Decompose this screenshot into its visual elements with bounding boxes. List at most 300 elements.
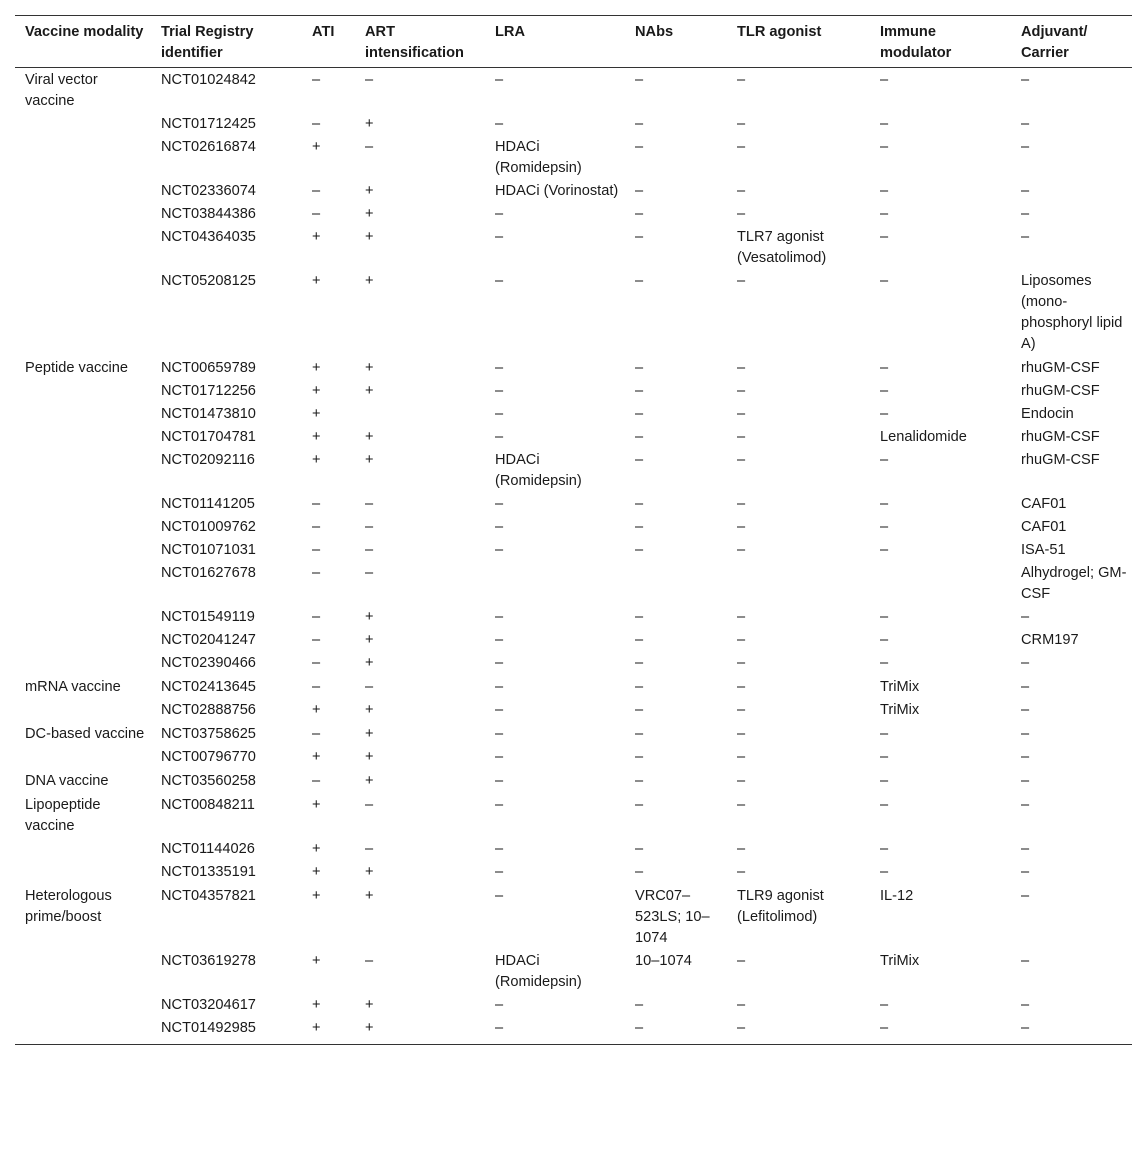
immune-modulator-cell: –: [880, 496, 889, 512]
trial-id-cell: NCT01712256: [161, 383, 256, 399]
immune-modulator-cell: [870, 562, 1011, 606]
lra-cell: –: [485, 1017, 625, 1045]
tlr-cell: –: [737, 679, 746, 695]
modality-cell: Heterologous prime/boost: [25, 888, 112, 925]
tlr-cell: –: [737, 273, 746, 289]
lra-cell: HDACi (Romidepsin): [495, 953, 582, 990]
trial-id-cell: NCT02413645: [161, 679, 256, 695]
trial-id-cell: NCT01492985: [151, 1017, 302, 1045]
table-row: [15, 994, 1132, 1017]
ati-cell: –: [312, 519, 321, 535]
adjuvant-cell: –: [1021, 72, 1030, 88]
tlr-cell: –: [737, 632, 746, 648]
nabs-cell: –: [635, 139, 644, 155]
nabs-cell: 10–1074: [635, 953, 692, 969]
ati-cell: +: [312, 841, 321, 857]
table-row: [15, 652, 1132, 675]
adjuvant-cell: –: [1021, 749, 1030, 765]
immune-modulator-cell: –: [870, 1017, 1011, 1045]
table-row: [15, 746, 1132, 769]
lra-cell: –: [495, 841, 504, 857]
trial-id-cell: NCT03758625: [161, 726, 256, 742]
trial-id-cell: NCT01704781: [161, 429, 256, 445]
table-header: [15, 16, 1132, 68]
ati-cell: +: [312, 888, 321, 904]
art-cell: –: [365, 542, 374, 558]
table-row: [15, 884, 1132, 950]
adjuvant-cell: Endocin: [1021, 406, 1074, 422]
trial-id-cell: NCT00796770: [161, 749, 256, 765]
ati-cell: –: [312, 206, 321, 222]
adjuvant-cell: –: [1021, 888, 1030, 904]
nabs-cell: –: [635, 542, 644, 558]
table-row: [15, 699, 1132, 722]
art-cell: +: [365, 452, 374, 468]
lra-cell: –: [495, 519, 504, 535]
trial-id-cell: NCT00848211: [161, 797, 255, 813]
trial-id-cell: NCT01144026: [161, 841, 255, 857]
immune-modulator-cell: –: [880, 360, 889, 376]
modality-cell: Lipopeptide vaccine: [25, 797, 101, 834]
art-cell: [355, 403, 485, 426]
col-header-immune-modulator: Immune modulator: [870, 16, 1011, 68]
art-cell: –: [365, 139, 374, 155]
adjuvant-cell: –: [1021, 139, 1030, 155]
art-cell: +: [365, 655, 374, 671]
table-body: [15, 68, 1132, 1045]
nabs-cell: [625, 562, 727, 606]
lra-cell: –: [495, 496, 504, 512]
art-cell: –: [365, 72, 374, 88]
immune-modulator-cell: –: [880, 139, 889, 155]
tlr-cell: –: [737, 953, 746, 969]
adjuvant-cell: –: [1021, 841, 1030, 857]
lra-cell: –: [495, 702, 504, 718]
trial-id-cell: NCT02888756: [161, 702, 256, 718]
art-cell: +: [365, 429, 374, 445]
adjuvant-cell: –: [1021, 655, 1030, 671]
table-row: [15, 1017, 1132, 1045]
lra-cell: –: [495, 726, 504, 742]
art-cell: +: [355, 1017, 485, 1045]
modality-cell: [15, 449, 151, 493]
nabs-cell: –: [635, 726, 644, 742]
art-cell: +: [365, 273, 374, 289]
col-header-trial-id: Trial Registry identifier: [151, 16, 302, 68]
tlr-cell: –: [737, 749, 746, 765]
nabs-cell: VRC07–523LS; 10–1074: [635, 888, 710, 946]
nabs-cell: –: [635, 273, 644, 289]
adjuvant-cell: ISA-51: [1021, 542, 1066, 558]
immune-modulator-cell: –: [880, 997, 889, 1013]
immune-modulator-cell: –: [880, 609, 889, 625]
ati-cell: –: [312, 632, 321, 648]
nabs-cell: –: [635, 229, 644, 245]
col-header-tlr-agonist: TLR agonist: [727, 16, 870, 68]
table-row: [15, 449, 1132, 493]
trial-id-cell: NCT01141205: [161, 496, 255, 512]
trial-id-cell: NCT00659789: [161, 360, 256, 376]
ati-cell: –: [312, 542, 321, 558]
ati-cell: +: [312, 429, 321, 445]
nabs-cell: –: [635, 383, 644, 399]
art-cell: +: [365, 206, 374, 222]
table-row: [15, 180, 1132, 203]
lra-cell: –: [495, 229, 504, 245]
adjuvant-cell: rhuGM-CSF: [1021, 429, 1100, 445]
art-cell: +: [365, 229, 374, 245]
trial-id-cell: NCT04357821: [161, 888, 256, 904]
ati-cell: +: [312, 273, 321, 289]
table-row: [15, 226, 1132, 270]
ati-cell: +: [312, 702, 321, 718]
art-cell: +: [365, 116, 374, 132]
tlr-cell: TLR7 agonist (Vesatolimod): [737, 229, 827, 266]
table-row: [15, 68, 1132, 114]
tlr-cell: –: [737, 841, 746, 857]
header-row: [15, 16, 1132, 68]
trial-id-cell: NCT01024842: [161, 72, 256, 88]
adjuvant-cell: –: [1021, 953, 1030, 969]
table-row: [15, 356, 1132, 380]
tlr-cell: –: [737, 406, 746, 422]
tlr-cell: –: [737, 797, 746, 813]
immune-modulator-cell: TriMix: [880, 679, 920, 695]
adjuvant-cell: Alhydrogel; GM-CSF: [1021, 565, 1127, 602]
adjuvant-cell: –: [1021, 997, 1030, 1013]
immune-modulator-cell: –: [880, 841, 889, 857]
modality-cell: [15, 562, 151, 606]
table-row: [15, 950, 1132, 994]
adjuvant-cell: –: [1021, 797, 1030, 813]
art-cell: +: [365, 183, 374, 199]
modality-cell: [15, 861, 151, 884]
tlr-cell: [727, 562, 870, 606]
ati-cell: –: [312, 773, 321, 789]
ati-cell: –: [312, 565, 321, 581]
tlr-cell: –: [737, 183, 746, 199]
nabs-cell: –: [635, 183, 644, 199]
ati-cell: +: [312, 864, 321, 880]
lra-cell: –: [495, 273, 504, 289]
nabs-cell: –: [635, 632, 644, 648]
col-header-adjuvant-carrier: Adjuvant/ Carrier: [1011, 16, 1132, 68]
modality-cell: DNA vaccine: [25, 773, 109, 789]
art-cell: +: [365, 360, 374, 376]
table-row: [15, 380, 1132, 403]
modality-cell: [15, 629, 151, 652]
vaccine-trials-table: [15, 15, 1132, 1045]
lra-cell: –: [495, 116, 504, 132]
adjuvant-cell: CAF01: [1021, 496, 1067, 512]
ati-cell: –: [312, 183, 321, 199]
modality-cell: [15, 539, 151, 562]
nabs-cell: –: [635, 841, 644, 857]
nabs-cell: –: [635, 406, 644, 422]
art-cell: +: [365, 632, 374, 648]
immune-modulator-cell: –: [880, 383, 889, 399]
art-cell: –: [365, 519, 374, 535]
modality-cell: [15, 136, 151, 180]
trial-id-cell: NCT01473810: [161, 406, 256, 422]
nabs-cell: –: [635, 679, 644, 695]
immune-modulator-cell: –: [880, 632, 889, 648]
lra-cell: HDACi (Vorinostat): [495, 183, 619, 199]
adjuvant-cell: rhuGM-CSF: [1021, 452, 1100, 468]
trial-id-cell: NCT01071031: [161, 542, 256, 558]
table-row: [15, 838, 1132, 861]
modality-cell: DC-based vaccine: [25, 726, 145, 742]
trial-id-cell: NCT05208125: [161, 273, 256, 289]
trial-id-cell: NCT02390466: [161, 655, 256, 671]
immune-modulator-cell: TriMix: [880, 702, 920, 718]
ati-cell: +: [312, 360, 321, 376]
trial-id-cell: NCT03560258: [161, 773, 256, 789]
immune-modulator-cell: –: [880, 406, 889, 422]
immune-modulator-cell: –: [880, 773, 889, 789]
table-row: [15, 722, 1132, 746]
ati-cell: –: [312, 679, 321, 695]
adjuvant-cell: –: [1021, 864, 1030, 880]
lra-cell: –: [495, 632, 504, 648]
table-row: [15, 203, 1132, 226]
table-row: [15, 270, 1132, 356]
col-header-nabs: NAbs: [625, 16, 727, 68]
adjuvant-cell: CAF01: [1021, 519, 1067, 535]
tlr-cell: –: [737, 383, 746, 399]
trial-id-cell: NCT01335191: [161, 864, 256, 880]
table-row: [15, 113, 1132, 136]
immune-modulator-cell: –: [880, 519, 889, 535]
adjuvant-cell: CRM197: [1021, 632, 1079, 648]
immune-modulator-cell: –: [880, 726, 889, 742]
immune-modulator-cell: –: [880, 655, 889, 671]
adjuvant-cell: rhuGM-CSF: [1021, 383, 1100, 399]
adjuvant-cell: –: [1021, 726, 1030, 742]
tlr-cell: –: [737, 360, 746, 376]
nabs-cell: –: [635, 206, 644, 222]
art-cell: +: [365, 773, 374, 789]
modality-cell: [15, 203, 151, 226]
table-row: [15, 493, 1132, 516]
ati-cell: +: [312, 383, 321, 399]
table-row: [15, 516, 1132, 539]
modality-cell: [15, 403, 151, 426]
table-row: [15, 562, 1132, 606]
modality-cell: Viral vector vaccine: [25, 72, 98, 109]
immune-modulator-cell: –: [880, 229, 889, 245]
modality-cell: [15, 746, 151, 769]
modality-cell: mRNA vaccine: [25, 679, 121, 695]
tlr-cell: –: [737, 997, 746, 1013]
nabs-cell: –: [625, 1017, 727, 1045]
nabs-cell: –: [635, 655, 644, 671]
art-cell: –: [365, 841, 374, 857]
modality-cell: [15, 180, 151, 203]
tlr-cell: –: [737, 496, 746, 512]
table-row: [15, 426, 1132, 449]
nabs-cell: –: [635, 864, 644, 880]
immune-modulator-cell: –: [880, 542, 889, 558]
nabs-cell: –: [635, 702, 644, 718]
immune-modulator-cell: –: [880, 864, 889, 880]
tlr-cell: –: [737, 864, 746, 880]
table-row: [15, 675, 1132, 699]
immune-modulator-cell: –: [880, 183, 889, 199]
nabs-cell: –: [635, 519, 644, 535]
trial-id-cell: NCT02092116: [161, 452, 255, 468]
modality-cell: [15, 493, 151, 516]
tlr-cell: –: [737, 519, 746, 535]
trial-id-cell: NCT03844386: [161, 206, 256, 222]
lra-cell: –: [495, 749, 504, 765]
tlr-cell: –: [737, 139, 746, 155]
trial-id-cell: NCT01627678: [161, 565, 256, 581]
art-cell: +: [365, 609, 374, 625]
table-row: [15, 539, 1132, 562]
tlr-cell: –: [737, 206, 746, 222]
immune-modulator-cell: Lenalidomide: [880, 429, 967, 445]
tlr-cell: –: [737, 116, 746, 132]
art-cell: +: [365, 702, 374, 718]
tlr-cell: –: [737, 429, 746, 445]
col-header-ati: ATI: [302, 16, 355, 68]
trial-id-cell: NCT03619278: [161, 953, 256, 969]
ati-cell: +: [312, 797, 321, 813]
lra-cell: HDACi (Romidepsin): [495, 139, 582, 176]
immune-modulator-cell: –: [880, 749, 889, 765]
ati-cell: +: [312, 229, 321, 245]
ati-cell: +: [312, 953, 321, 969]
ati-cell: –: [312, 496, 321, 512]
lra-cell: –: [495, 406, 504, 422]
art-cell: +: [365, 383, 374, 399]
ati-cell: –: [312, 609, 321, 625]
trial-id-cell: NCT04364035: [161, 229, 256, 245]
trial-id-cell: NCT01009762: [161, 519, 256, 535]
modality-cell: [15, 699, 151, 722]
ati-cell: +: [302, 1017, 355, 1045]
lra-cell: –: [495, 72, 504, 88]
modality-cell: [15, 950, 151, 994]
art-cell: +: [365, 997, 374, 1013]
adjuvant-cell: –: [1021, 206, 1030, 222]
nabs-cell: –: [635, 72, 644, 88]
table-row: [15, 136, 1132, 180]
trial-id-cell: NCT02616874: [161, 139, 256, 155]
immune-modulator-cell: –: [880, 273, 889, 289]
adjuvant-cell: –: [1021, 183, 1030, 199]
nabs-cell: –: [635, 429, 644, 445]
ati-cell: –: [312, 116, 321, 132]
ati-cell: –: [312, 726, 321, 742]
ati-cell: +: [312, 406, 321, 422]
trial-id-cell: NCT03204617: [161, 997, 256, 1013]
modality-cell: [15, 838, 151, 861]
lra-cell: –: [495, 429, 504, 445]
art-cell: –: [365, 496, 374, 512]
table-row: [15, 793, 1132, 838]
ati-cell: –: [312, 72, 321, 88]
trial-id-cell: NCT01549119: [161, 609, 255, 625]
lra-cell: HDACi (Romidepsin): [495, 452, 582, 489]
modality-cell: [15, 113, 151, 136]
ati-cell: +: [312, 452, 321, 468]
art-cell: +: [365, 864, 374, 880]
trial-id-cell: NCT02041247: [161, 632, 256, 648]
trial-id-cell: NCT01712425: [161, 116, 256, 132]
tlr-cell: –: [737, 655, 746, 671]
lra-cell: –: [495, 360, 504, 376]
modality-cell: [15, 652, 151, 675]
nabs-cell: –: [635, 496, 644, 512]
lra-cell: –: [495, 997, 504, 1013]
immune-modulator-cell: –: [880, 206, 889, 222]
lra-cell: –: [495, 383, 504, 399]
tlr-cell: –: [737, 773, 746, 789]
adjuvant-cell: –: [1021, 116, 1030, 132]
ati-cell: +: [312, 997, 321, 1013]
nabs-cell: –: [635, 773, 644, 789]
ati-cell: –: [312, 655, 321, 671]
modality-cell: [15, 1017, 151, 1045]
lra-cell: –: [495, 206, 504, 222]
trial-id-cell: NCT02336074: [161, 183, 256, 199]
modality-cell: [15, 226, 151, 270]
ati-cell: +: [312, 749, 321, 765]
immune-modulator-cell: –: [880, 72, 889, 88]
modality-cell: [15, 270, 151, 356]
adjuvant-cell: –: [1021, 702, 1030, 718]
art-cell: –: [365, 953, 374, 969]
adjuvant-cell: –: [1021, 229, 1030, 245]
modality-cell: [15, 380, 151, 403]
lra-cell: –: [495, 542, 504, 558]
adjuvant-cell: –: [1021, 773, 1030, 789]
adjuvant-cell: –: [1011, 1017, 1132, 1045]
ati-cell: +: [312, 139, 321, 155]
modality-cell: [15, 994, 151, 1017]
nabs-cell: –: [635, 360, 644, 376]
table-row: [15, 629, 1132, 652]
nabs-cell: –: [635, 749, 644, 765]
tlr-cell: –: [737, 452, 746, 468]
lra-cell: –: [495, 655, 504, 671]
col-header-art-intensification: ART intensification: [355, 16, 485, 68]
lra-cell: –: [495, 679, 504, 695]
lra-cell: –: [495, 864, 504, 880]
lra-cell: –: [495, 609, 504, 625]
tlr-cell: –: [737, 609, 746, 625]
modality-cell: [15, 426, 151, 449]
lra-cell: –: [495, 888, 504, 904]
adjuvant-cell: –: [1021, 609, 1030, 625]
modality-cell: Peptide vaccine: [25, 360, 129, 376]
immune-modulator-cell: TriMix: [880, 953, 920, 969]
immune-modulator-cell: –: [880, 452, 889, 468]
immune-modulator-cell: –: [880, 797, 889, 813]
art-cell: +: [365, 888, 374, 904]
lra-cell: –: [495, 797, 504, 813]
art-cell: +: [365, 749, 374, 765]
col-header-lra: LRA: [485, 16, 625, 68]
adjuvant-cell: Liposomes (mono-phosphoryl lipid A): [1021, 273, 1123, 352]
tlr-cell: –: [727, 1017, 870, 1045]
adjuvant-cell: rhuGM-CSF: [1021, 360, 1100, 376]
nabs-cell: –: [635, 609, 644, 625]
tlr-cell: TLR9 agonist (Lefitolimod): [737, 888, 824, 925]
table-row: [15, 606, 1132, 629]
